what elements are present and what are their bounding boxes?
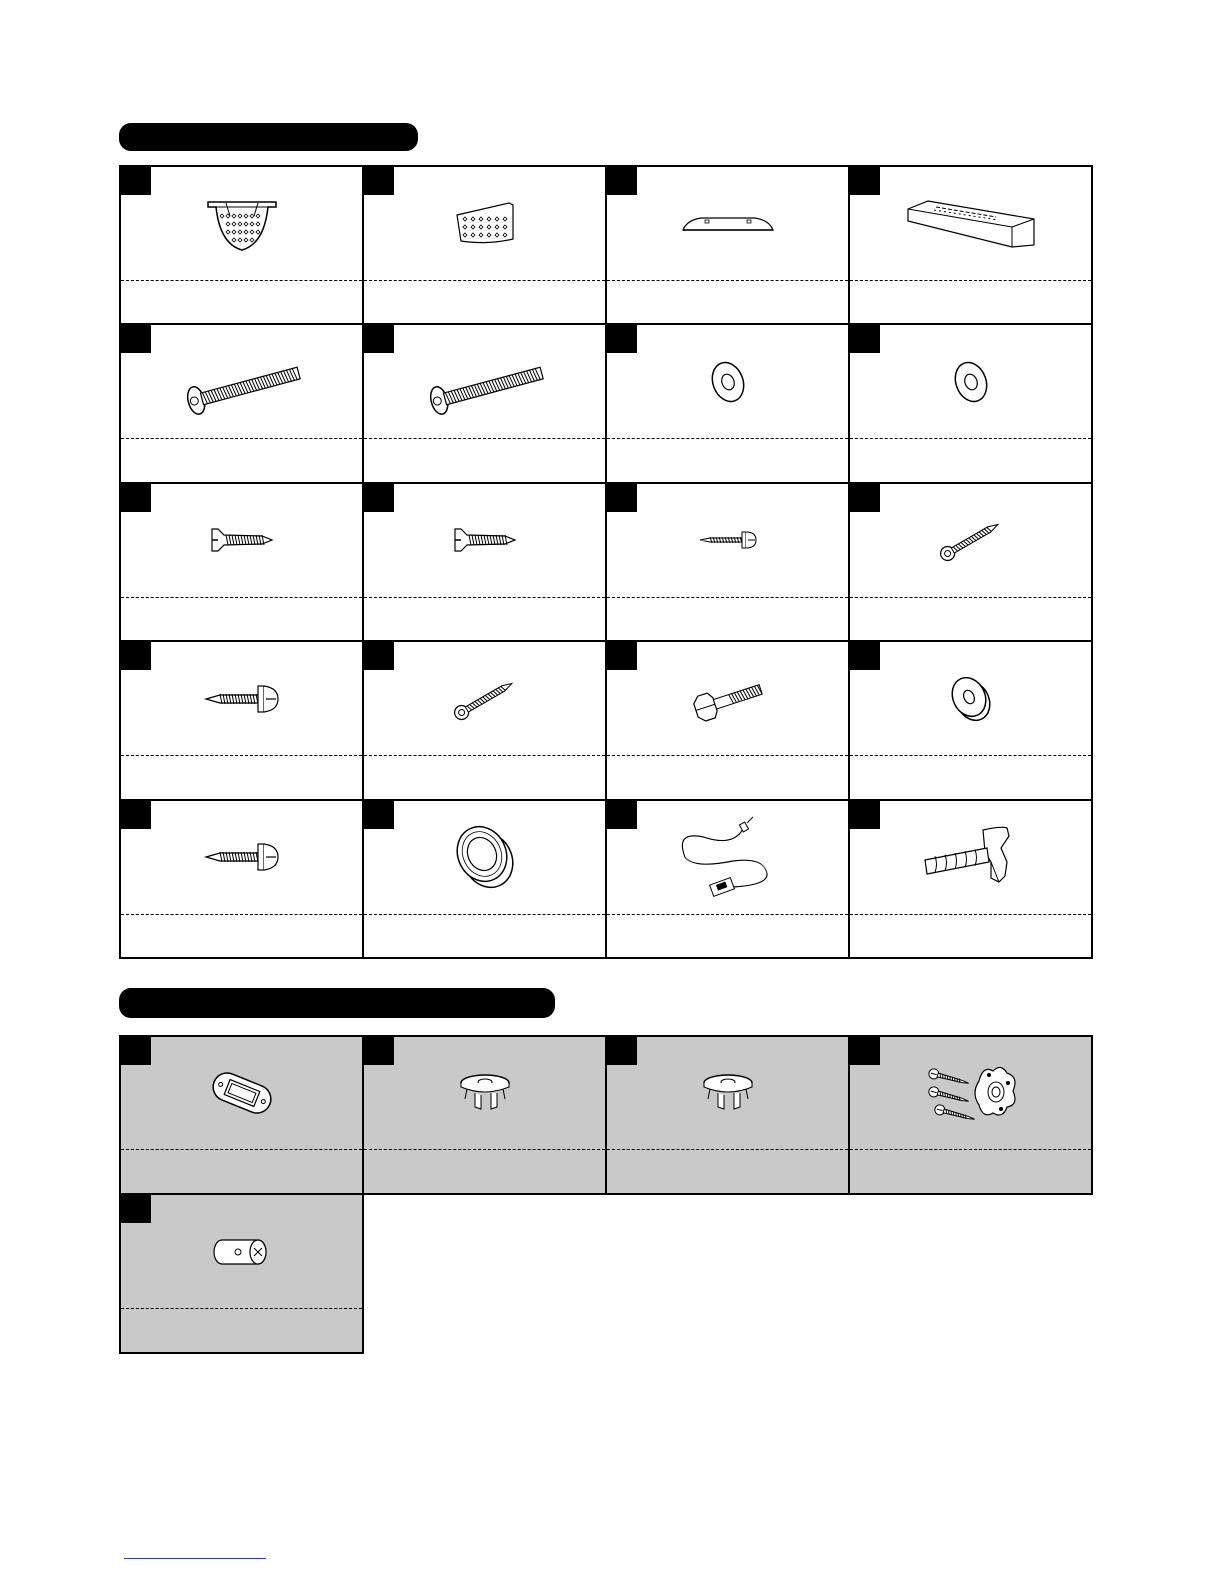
part-cell [364,167,605,323]
corner-basket-icon [121,167,362,280]
quantity-divider [364,1149,605,1150]
quantity-divider [364,597,605,598]
cap-insert-icon [607,1037,848,1149]
part-cell [121,484,362,640]
washer-icon [607,325,848,438]
part-cell [850,801,1091,957]
usb-cable-icon [607,801,848,914]
part-cell [850,167,1091,323]
part-cell [364,484,605,640]
mount-plate-screws-icon [850,1037,1091,1149]
quantity-divider [607,438,848,439]
quantity-divider [850,914,1091,915]
part-cell [850,484,1091,640]
wall-anchor-icon [850,801,1091,914]
quantity-divider [364,438,605,439]
bracket-plate-icon [607,167,848,280]
cam-barrel-icon [121,1195,362,1308]
cap-insert-icon [364,1037,605,1149]
part-cell [607,642,848,798]
part-cell [121,325,362,481]
quantity-divider [607,914,848,915]
quantity-divider [121,914,362,915]
part-cell [121,1195,362,1352]
parts-grid-2 [119,1035,1093,1195]
quantity-divider [364,280,605,281]
quantity-divider [607,1149,848,1150]
part-cell [121,801,362,957]
section-2-heading-bar [119,988,555,1018]
pan-head-screw-icon [850,484,1091,597]
quantity-divider [607,280,848,281]
quantity-divider [121,438,362,439]
part-cell [364,801,605,957]
quantity-divider [121,597,362,598]
quantity-divider [607,597,848,598]
round-head-screw-icon [121,642,362,755]
part-cell [850,325,1091,481]
long-bolt-icon [364,325,605,438]
thick-washer-icon [850,642,1091,755]
part-cell [121,1037,362,1193]
quantity-divider [607,755,848,756]
basket-panel-icon [364,167,605,280]
washer-icon [850,325,1091,438]
quantity-divider [850,597,1091,598]
quantity-divider [121,280,362,281]
quantity-divider [364,914,605,915]
quantity-divider [850,438,1091,439]
part-cell [364,325,605,481]
part-cell [121,167,362,323]
small-round-head-screw-icon [607,484,848,597]
quantity-divider [121,1149,362,1150]
part-cell [607,801,848,957]
pan-head-screw-icon [364,642,605,755]
part-cell [850,642,1091,798]
part-cell [121,642,362,798]
quantity-divider [850,280,1091,281]
part-cell [607,325,848,481]
flat-head-screw-icon [364,484,605,597]
footer-link-underline [124,1558,266,1559]
part-cell [607,167,848,323]
round-head-screw-icon [121,801,362,914]
oval-grommet-icon [121,1037,362,1149]
ring-spacer-icon [364,801,605,914]
hex-bolt-icon [607,642,848,755]
quantity-divider [364,755,605,756]
section-1-heading-bar [119,123,418,151]
part-cell [607,484,848,640]
part-cell [607,1037,848,1193]
quantity-divider [121,755,362,756]
base-board-icon [850,167,1091,280]
quantity-divider [121,1308,362,1309]
long-bolt-icon [121,325,362,438]
part-cell [364,642,605,798]
quantity-divider [850,755,1091,756]
flat-head-screw-icon [121,484,362,597]
quantity-divider [850,1149,1091,1150]
parts-grid-1 [119,165,1093,959]
part-cell [850,1037,1091,1193]
parts-grid-2-row-2 [119,1193,364,1354]
part-cell [364,1037,605,1193]
